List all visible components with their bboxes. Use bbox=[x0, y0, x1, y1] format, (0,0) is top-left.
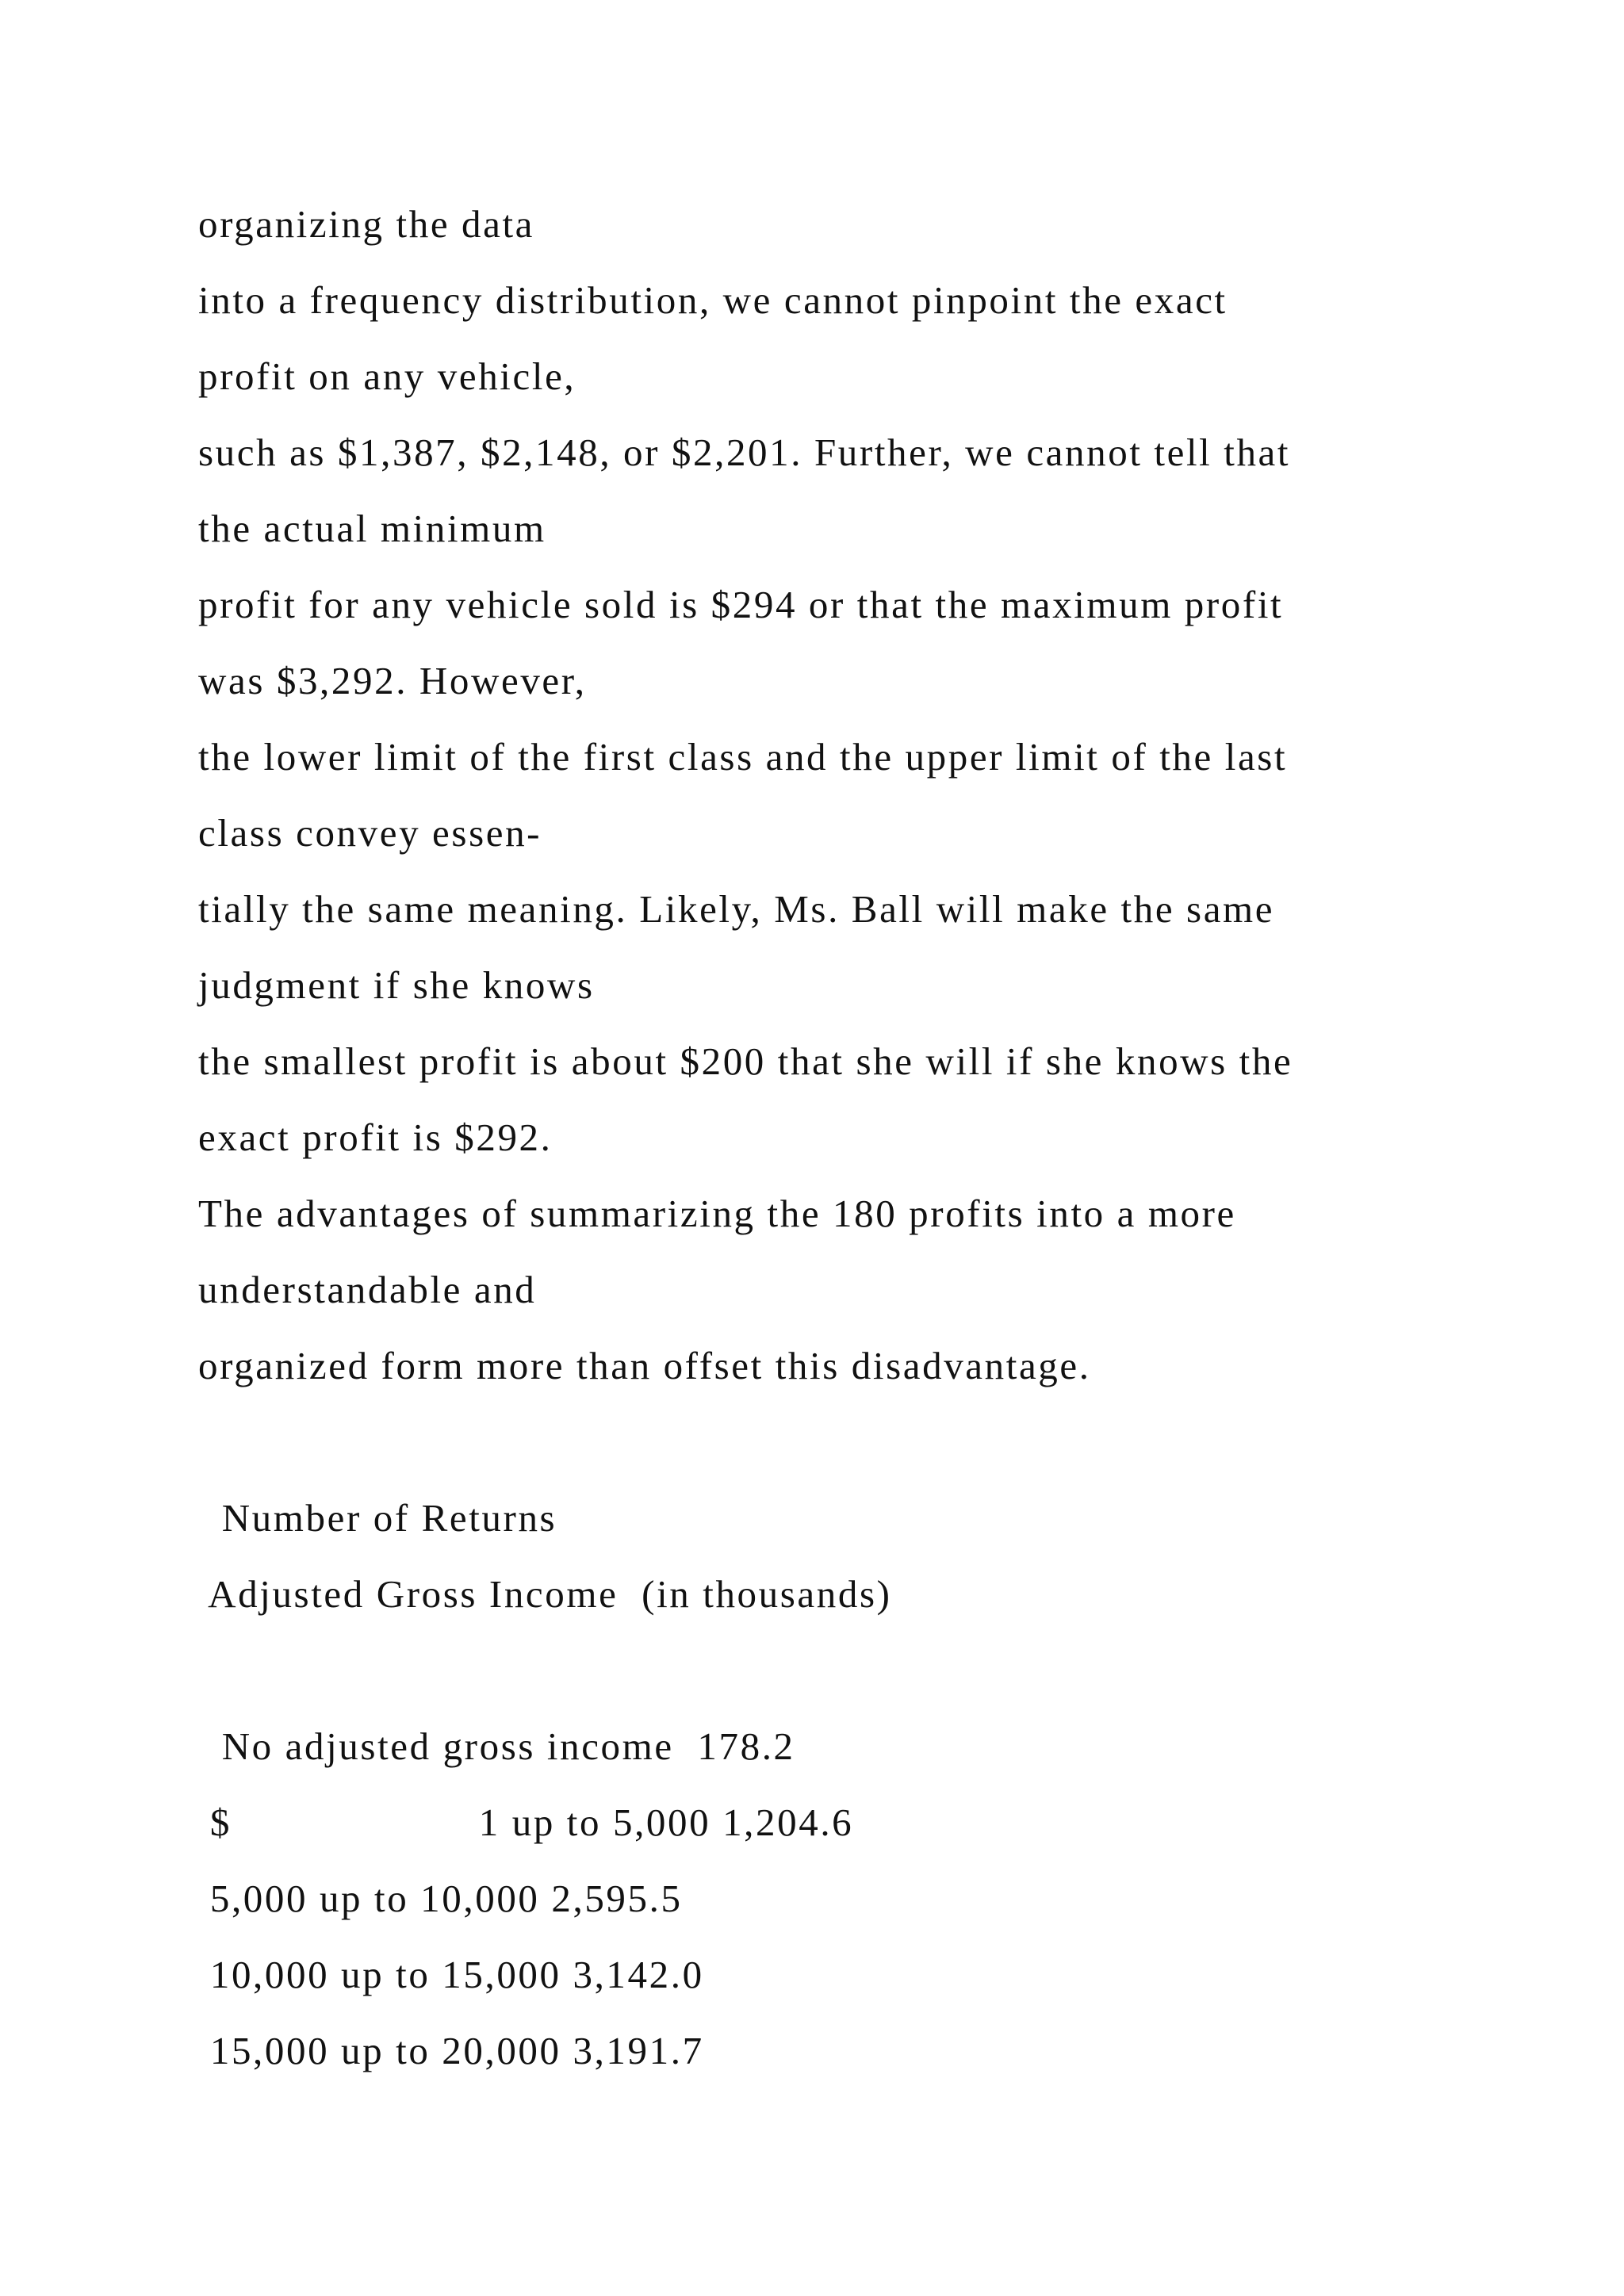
table-row: $ 1 up to 5,000 1,204.6 bbox=[198, 1800, 854, 1844]
paragraph-line: into a frequency distribution, we cannot pinpoint the exact bbox=[198, 278, 1228, 322]
paragraph-line: tially the same meaning. Likely, Ms. Ball will make the same bbox=[198, 887, 1275, 931]
paragraph-line: judgment if she knows bbox=[198, 963, 595, 1007]
paragraph-line: the actual minimum bbox=[198, 507, 546, 550]
table-row: 10,000 up to 15,000 3,142.0 bbox=[198, 1953, 704, 1996]
paragraph-line: the lower limit of the first class and the upper limit of the last bbox=[198, 735, 1288, 779]
paragraph-line: organized form more than offset this disadvantage. bbox=[198, 1344, 1091, 1387]
paragraph-line: class convey essen- bbox=[198, 811, 542, 855]
paragraph-line: understandable and bbox=[198, 1268, 537, 1311]
table-header-income: Adjusted Gross Income (in thousands) bbox=[198, 1572, 892, 1616]
paragraph-line: such as $1,387, $2,148, or $2,201. Further, we cannot tell that bbox=[198, 430, 1291, 474]
table-header-returns: Number of Returns bbox=[198, 1496, 557, 1540]
paragraph-line: The advantages of summarizing the 180 profits into a more bbox=[198, 1192, 1236, 1235]
paragraph-line: profit on any vehicle, bbox=[198, 354, 576, 398]
paragraph-line: exact profit is $292. bbox=[198, 1115, 553, 1159]
paragraph-line: the smallest profit is about $200 that she will if she knows the bbox=[198, 1039, 1293, 1083]
paragraph-line: was $3,292. However, bbox=[198, 659, 587, 702]
table-row: 5,000 up to 10,000 2,595.5 bbox=[198, 1877, 683, 1920]
paragraph-line: profit for any vehicle sold is $294 or that the maximum profit bbox=[198, 583, 1284, 626]
table-row: No adjusted gross income 178.2 bbox=[198, 1724, 795, 1768]
table-row: 15,000 up to 20,000 3,191.7 bbox=[198, 2029, 704, 2072]
paragraph-line: organizing the data bbox=[198, 202, 535, 246]
